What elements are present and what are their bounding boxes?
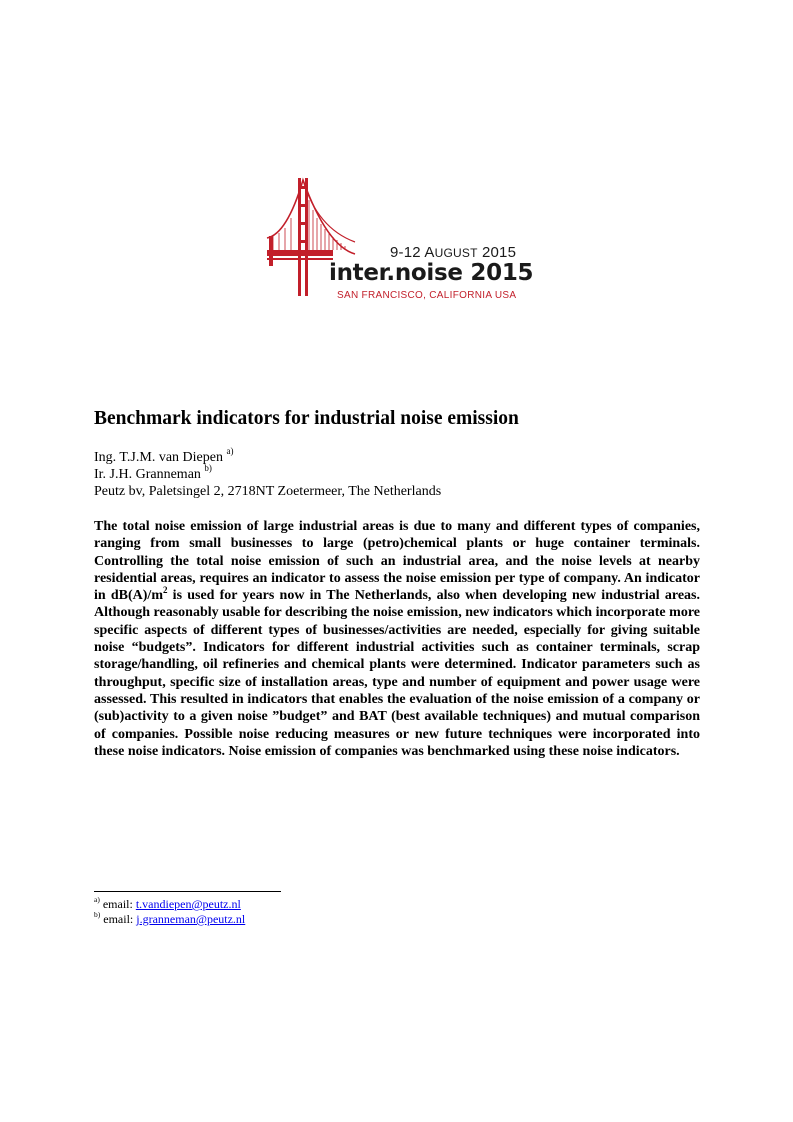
- conference-name: inter.noise 2015: [329, 260, 534, 286]
- author-name: Ing. T.J.M. van Diepen: [94, 450, 223, 465]
- author-name: Ir. J.H. Granneman: [94, 467, 201, 482]
- date-year: 2015: [481, 244, 517, 261]
- date-month-initial: A: [424, 244, 435, 261]
- abstract-text-part1: The total noise emission of large industrial areas is due to many and different types of companies, ranging from small businesses to large (petro)chemical plants or huge container terminals. Controlling the total noise emission of such an industrial area, and the noise levels at nearby residential areas, requires an indicator to assess the noise emission per type of company. An indicator in dB(A)/m: [94, 519, 700, 604]
- conference-dates: [390, 244, 516, 261]
- email-link[interactable]: j.granneman@peutz.nl: [136, 912, 246, 926]
- email-link[interactable]: t.vandiepen@peutz.nl: [135, 897, 241, 911]
- footnote-label: email:: [100, 912, 137, 926]
- footnotes: [94, 897, 245, 927]
- footnote-label: email:: [99, 897, 136, 911]
- footnote-divider: [94, 891, 281, 892]
- author-line: [94, 446, 714, 466]
- author-footnote-mark: a): [226, 446, 234, 457]
- abstract-superscript: 2: [162, 584, 168, 595]
- date-day: 9-12: [390, 244, 421, 261]
- abstract-text-part2: is used for years now in The Netherlands, also when developing new industrial areas. Although reasonably usable for describing the noise emission, new indicators which incorporate more specific aspects of different types of businesses/activities are needed, especially for giving suitable noise “budgets”. Indicators for different industrial activities such as container terminals, scrap storage/handling, oil refineries and chemical plants were determined. Indicator parameters such as throughput, specific size of installation areas, type and number of equipment and power usage were assessed. This resulted in indicators that enables the evaluation of the noise emission of a company or (sub)activity to a given noise ”budget” and BAT (best available techniques) and mutual comparison of companies. Possible noise reducing measures or new future techniques were incorporated into these noise indicators. Noise emission of companies was benchmarked using these noise indicators.: [94, 588, 700, 759]
- conference-logo: [265, 176, 535, 306]
- author-affiliation: Peutz bv, Paletsingel 2, 2718NT Zoetermeer, The Netherlands: [94, 484, 442, 499]
- paper-title: Benchmark indicators for industrial noise emission: [94, 408, 519, 429]
- date-month-rest: UGUST: [434, 246, 478, 260]
- author-block: [94, 446, 714, 500]
- golden-gate-bridge-icon: [265, 176, 535, 306]
- abstract-paragraph: [94, 518, 700, 760]
- footnote-mark: a): [94, 895, 100, 904]
- footnote-item: [94, 912, 245, 927]
- author-line: [94, 463, 714, 483]
- footnote-item: [94, 897, 245, 912]
- author-footnote-mark: b): [204, 463, 212, 474]
- conference-location: SAN FRANCISCO, CALIFORNIA USA: [337, 290, 517, 301]
- footnote-mark: b): [94, 910, 101, 919]
